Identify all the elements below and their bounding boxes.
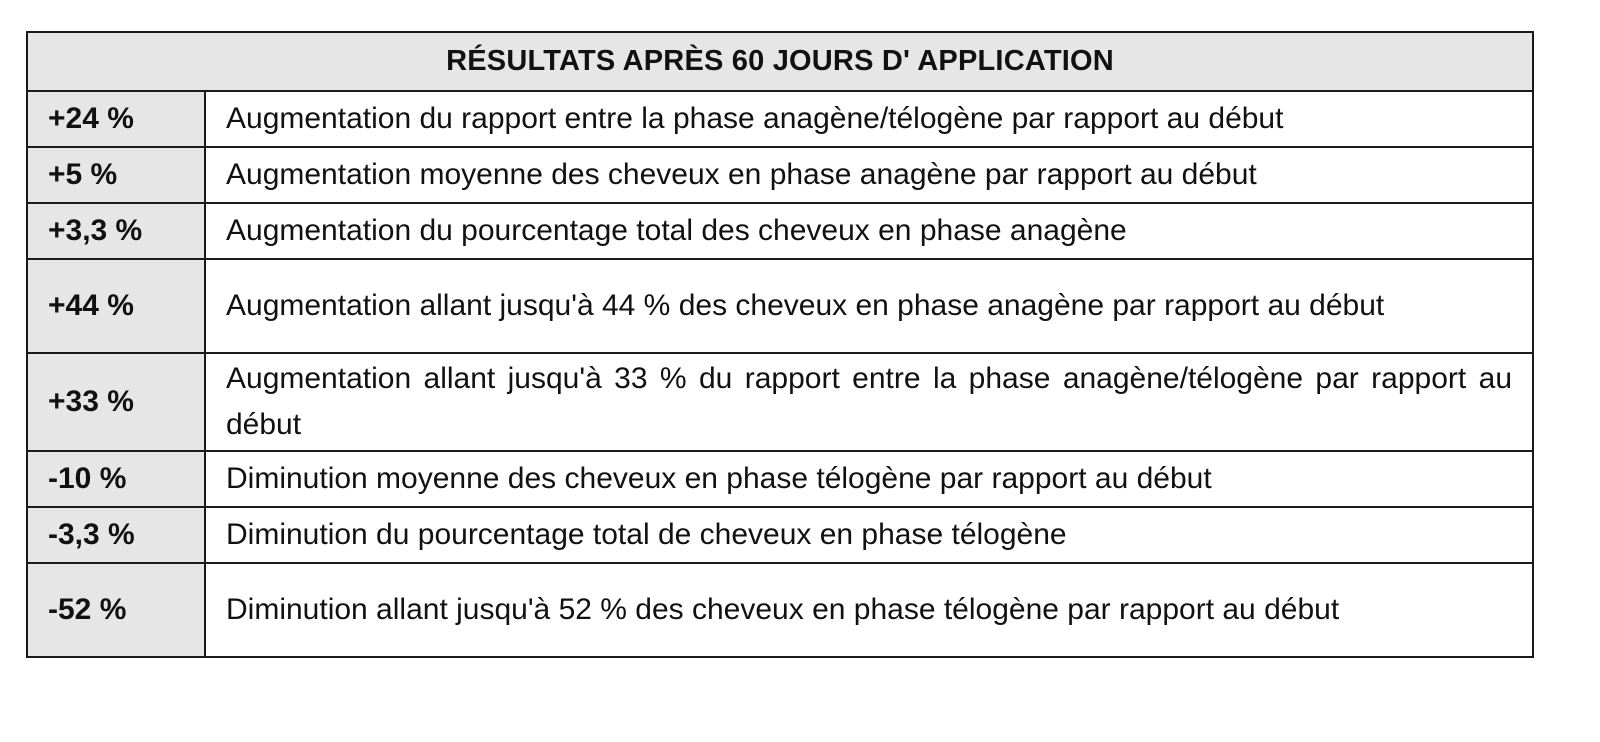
table-title: RÉSULTATS APRÈS 60 JOURS D' APPLICATION (27, 32, 1533, 91)
result-value: +33 % (27, 353, 205, 451)
table-row (27, 259, 1533, 353)
result-description: Augmentation allant jusqu'à 33 % du rapport entre la phase anagène/télogène par rapport au début (205, 353, 1533, 451)
results-table (26, 31, 1534, 658)
result-description: Augmentation allant jusqu'à 44 % des cheveux en phase anagène par rapport au début (205, 259, 1533, 353)
table-row (27, 147, 1533, 203)
table-header-row (27, 32, 1533, 91)
result-description: Diminution moyenne des cheveux en phase télogène par rapport au début (205, 451, 1533, 507)
result-description: Augmentation du pourcentage total des cheveux en phase anagène (205, 203, 1533, 259)
result-value: -10 % (27, 451, 205, 507)
result-value: -52 % (27, 563, 205, 657)
result-description: Augmentation du rapport entre la phase anagène/télogène par rapport au début (205, 91, 1533, 147)
table-row (27, 91, 1533, 147)
result-value: +3,3 % (27, 203, 205, 259)
result-value: +44 % (27, 259, 205, 353)
result-description: Diminution allant jusqu'à 52 % des cheveux en phase télogène par rapport au début (205, 563, 1533, 657)
result-value: +5 % (27, 147, 205, 203)
result-description: Augmentation moyenne des cheveux en phase anagène par rapport au début (205, 147, 1533, 203)
result-value: -3,3 % (27, 507, 205, 563)
table-row (27, 203, 1533, 259)
table-row (27, 451, 1533, 507)
table-row (27, 353, 1533, 451)
result-value: +24 % (27, 91, 205, 147)
table-row (27, 507, 1533, 563)
table-row (27, 563, 1533, 657)
result-description: Diminution du pourcentage total de cheveux en phase télogène (205, 507, 1533, 563)
